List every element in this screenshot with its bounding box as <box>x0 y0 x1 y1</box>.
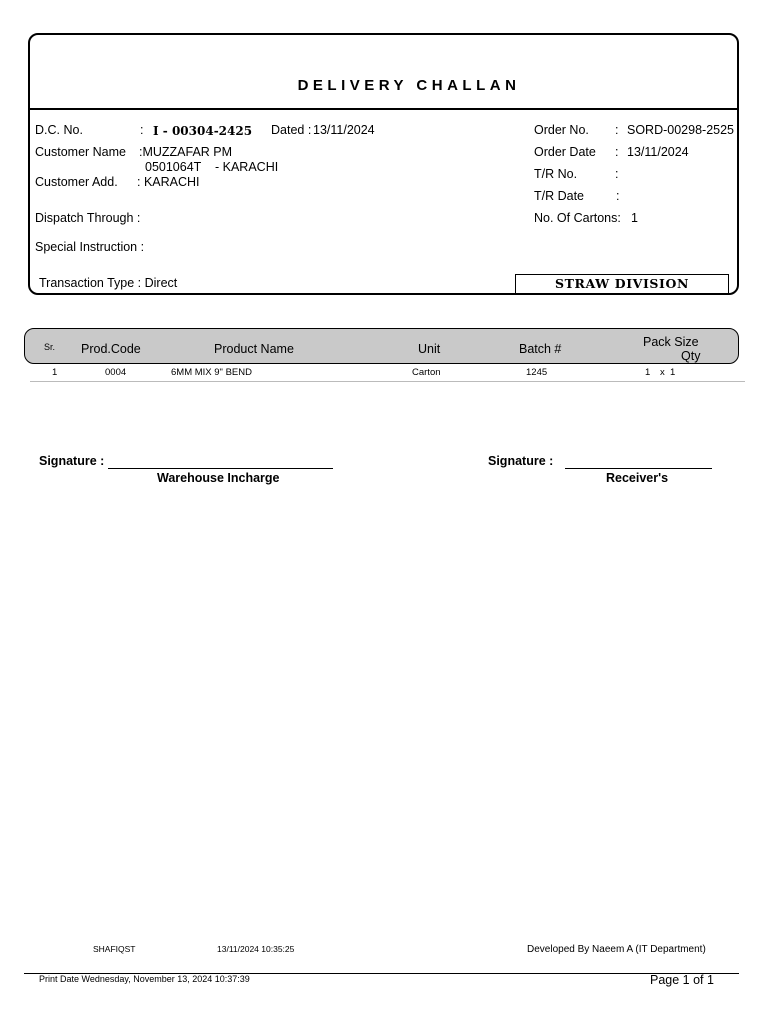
dispatch-through-label: Dispatch Through : <box>35 211 141 225</box>
order-date-colon: : <box>615 145 619 159</box>
row-sr: 1 <box>52 367 58 378</box>
customer-code: 0501064T <box>145 160 202 174</box>
row-pack-size: 1 <box>645 367 651 378</box>
row-prod-code: 0004 <box>105 367 127 378</box>
dated-value: 13/11/2024 <box>313 123 375 137</box>
row-batch: 1245 <box>526 367 548 378</box>
cartons-label: No. Of Cartons: <box>534 211 621 225</box>
header-qty: Qty <box>681 349 701 363</box>
warehouse-signature-line <box>108 468 333 469</box>
tr-date-label: T/R Date <box>534 189 585 203</box>
header-divider <box>30 108 739 110</box>
row-unit: Carton <box>412 367 441 378</box>
receiver-label: Receiver's <box>606 471 669 485</box>
division-badge: STRAW DIVISION <box>515 274 729 294</box>
order-no-value: SORD-00298-2525 <box>627 123 735 137</box>
footer-user: SHAFIQST <box>93 944 136 954</box>
customer-city: - KARACHI <box>215 160 279 174</box>
customer-add-value: : KARACHI <box>137 175 200 189</box>
header-product-name: Product Name <box>214 342 294 356</box>
customer-name-label: Customer Name <box>35 145 126 159</box>
signature-label-right: Signature : <box>488 454 554 468</box>
row-qty-x: x <box>660 367 665 378</box>
tr-no-label: T/R No. <box>534 167 578 181</box>
header-batch: Batch # <box>519 342 562 356</box>
page-number: Page 1 of 1 <box>650 973 714 987</box>
row-qty: 1 <box>670 367 676 378</box>
row-divider <box>30 381 745 382</box>
tr-date-colon: : <box>616 189 620 203</box>
order-no-colon: : <box>615 123 619 137</box>
footer-developer: Developed By Naeem A (IT Department) <box>527 944 706 955</box>
dc-no-colon: : <box>140 123 144 137</box>
header-prod-code: Prod.Code <box>81 342 141 356</box>
order-date-value: 13/11/2024 <box>627 145 689 159</box>
header-pack-size: Pack Size <box>643 335 699 349</box>
tr-no-colon: : <box>615 167 619 181</box>
transaction-type: Transaction Type : Direct <box>39 276 178 290</box>
order-date-label: Order Date <box>534 145 596 159</box>
customer-name-value: :MUZZAFAR PM <box>139 145 233 159</box>
dc-no-value: I - 00304-2425 <box>153 124 253 138</box>
header-frame <box>28 33 739 295</box>
customer-add-label: Customer Add. <box>35 175 118 189</box>
footer-timestamp: 13/11/2024 10:35:25 <box>217 944 295 954</box>
warehouse-incharge-label: Warehouse Incharge <box>157 471 280 485</box>
header-unit: Unit <box>418 342 441 356</box>
row-product-name: 6MM MIX 9" BEND <box>171 367 252 378</box>
print-date: Print Date Wednesday, November 13, 2024 10:37:39 <box>39 974 250 984</box>
document-title: DELIVERY CHALLAN <box>297 77 521 94</box>
special-instruction-label: Special Instruction : <box>35 240 145 254</box>
dc-no-label: D.C. No. <box>35 123 83 137</box>
dated-label: Dated : <box>271 123 312 137</box>
signature-label-left: Signature : <box>39 454 105 468</box>
cartons-value: 1 <box>631 211 638 225</box>
header-sr: Sr. <box>44 342 56 352</box>
receiver-signature-line <box>565 468 712 469</box>
order-no-label: Order No. <box>534 123 589 137</box>
